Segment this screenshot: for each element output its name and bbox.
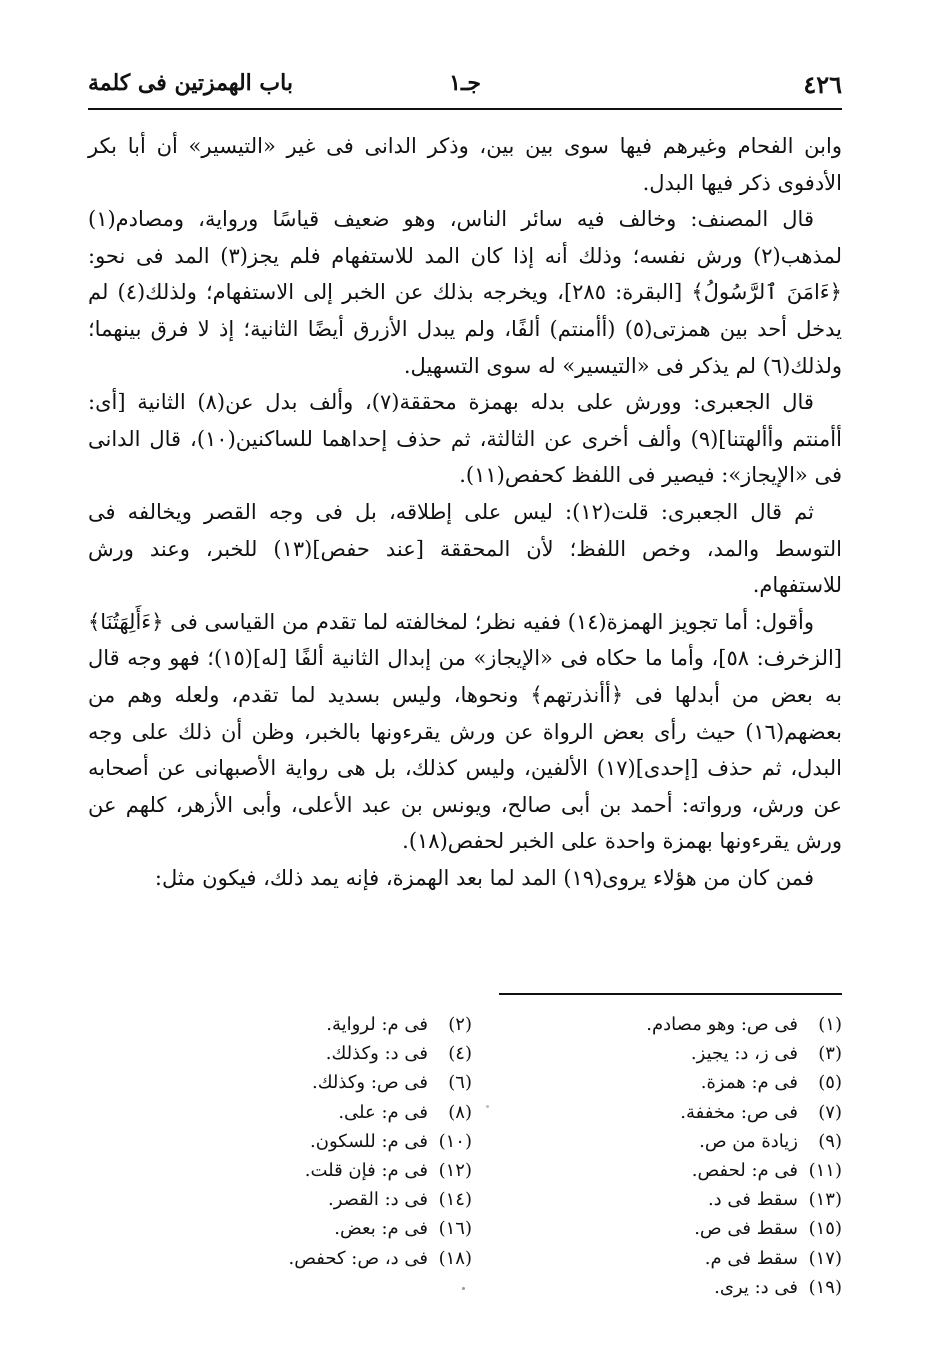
footnote — [242, 1185, 472, 1214]
footnote — [242, 1098, 472, 1127]
footnote-number: (١٤) — [438, 1189, 472, 1211]
footnote-text: فى م: لحفص. — [691, 1160, 798, 1182]
footnote-text: فى د: وكذلك. — [325, 1043, 428, 1065]
footnote-number: (١١) — [808, 1160, 842, 1182]
footnote-text: فى ص: وكذلك. — [312, 1072, 428, 1094]
footnote — [242, 1214, 472, 1243]
footnote — [592, 1039, 842, 1068]
footnote-number: (١٩) — [808, 1276, 842, 1298]
footnote — [592, 1127, 842, 1156]
paragraph: قال الجعبرى: وورش على بدله بهمزة محققة(٧)، وألف بدل عن(٨) الثانية [أى: أأمنتم وأألهتنا](٩) وألف أخرى عن الثالثة، ثم حذف إحداهما للساكنين(١٠)، قال الدانى فى «الإيجاز»: فيصير فى اللفظ كحفص(١١). — [88, 390, 842, 488]
footnote-number: (١٦) — [438, 1218, 472, 1240]
footnote-divider — [499, 993, 842, 995]
footnote-number: (٢) — [448, 1014, 472, 1035]
footnote — [592, 1068, 842, 1097]
footnote-text: فى م: فإن قلت. — [304, 1160, 428, 1182]
footnote-text: زيادة من ص. — [699, 1130, 798, 1152]
footnote-text: سقط فى ص. — [694, 1218, 798, 1240]
footnote-number: (٩) — [818, 1130, 842, 1152]
footnote-number: (١) — [818, 1014, 842, 1035]
running-header — [88, 70, 842, 110]
footnote-number: (٥) — [818, 1072, 842, 1094]
footnote — [242, 1010, 472, 1039]
footnote-number: (١٢) — [438, 1160, 472, 1182]
footnote-number: (٣) — [818, 1043, 842, 1065]
footnote-text: فى د، ص: كحفص. — [288, 1247, 428, 1269]
footnote — [592, 1185, 842, 1214]
footnote-text: سقط فى م. — [704, 1247, 798, 1269]
main-text — [88, 128, 842, 896]
paragraph: قال المصنف: وخالف فيه سائر الناس، وهو ضعيف قياسًا ورواية، ومصادم(١) لمذهب(٢) ورش نفسه؛ وذلك أنه إذا كان المد للاستفهام فلم يجز(٣) المد فى نحو: ﴿ءَامَنَ ٱلرَّسُولُ﴾ [البقرة: ٢٨٥]، ويخرجه بذلك عن الخبر إلى الاستفهام؛ ولذلك(٤) لم يدخل أحد بين همزتى(٥) (أأمنتم) ألفًا، ولم يبدل الأزرق أيضًا الثانية؛ إذ لا فرق بينهما؛ ولذلك(٦) لم يذكر فى «التيسير» له سوى التسهيل. — [88, 207, 842, 378]
footnote-number: (١٥) — [808, 1218, 842, 1240]
footnote-text: فى ص: وهو مصادم. — [646, 1014, 798, 1035]
footnote-number: (٨) — [448, 1101, 472, 1123]
footnote-text: فى ز، د: يجيز. — [690, 1043, 798, 1065]
footnote-number: (٧) — [818, 1101, 842, 1123]
footnote-text: فى م: على. — [338, 1101, 428, 1123]
footnote — [242, 1068, 472, 1097]
header-divider — [88, 108, 842, 110]
paragraph: وأقول: أما تجويز الهمزة(١٤) ففيه نظر؛ لمخالفته لما تقدم من القياسى فى ﴿ءَأَلِهَتُنَا﴾ [الزخرف: ٥٨]، وأما ما حكاه فى «الإيجاز» من إبدال الثانية ألفًا [له](١٥)؛ فهو وجه قال به بعض من أبدلها فى ﴿أأنذرتهم﴾ ونحوها، وليس بسديد لما تقدم، ولعله وهم من بعضهم(١٦) حيث رأى بعض الرواة عن ورش يقرءونها بالخبر، وظن أن ذلك على وجه البدل، ثم حذف [إحدى](١٧) الألفين، وليس كذلك، بل هى رواية الأصبهانى عن أصحابه عن ورش، ورواته: أحمد بن أبى صالح، ويونس بن عبد الأعلى، وأبى الأزهر، كلهم عن ورش يقرءونها بهمزة واحدة على الخبر لحفص(١٨). — [88, 609, 842, 854]
footnote-text: فى م: للسكون. — [310, 1130, 428, 1152]
footnotes-right-column — [592, 1010, 842, 1302]
footnote — [242, 1156, 472, 1185]
footnote-text: سقط فى د. — [707, 1189, 798, 1211]
footnote-text: فى م: همزة. — [700, 1072, 798, 1094]
footnote — [242, 1127, 472, 1156]
footnote-text: فى م: لرواية. — [326, 1014, 428, 1035]
footnote-text: فى د: القصر. — [328, 1189, 428, 1211]
paragraph: فمن كان من هؤلاء يروى(١٩) المد لما بعد الهمزة، فإنه يمد ذلك، فيكون مثل: — [154, 865, 814, 890]
footnote — [242, 1039, 472, 1068]
scan-speck — [486, 1105, 489, 1108]
footnote-text: فى م: بعض. — [334, 1218, 428, 1240]
footnote-text: فى د: يرى. — [714, 1276, 798, 1298]
page-number: ٤٢٦ — [803, 70, 842, 99]
footnote — [592, 1156, 842, 1185]
footnote-number: (١٨) — [438, 1247, 472, 1269]
footnote — [242, 1244, 472, 1273]
volume-label: جـ١ — [449, 70, 481, 96]
scan-speck — [462, 1287, 465, 1290]
footnote — [592, 1098, 842, 1127]
footnote — [592, 1010, 842, 1039]
footnote — [592, 1244, 842, 1273]
footnote-number: (١٣) — [808, 1189, 842, 1211]
footnote-text: فى ص: مخففة. — [680, 1101, 798, 1123]
footnote-number: (١٧) — [808, 1247, 842, 1269]
paragraph: وابن الفحام وغيرهم فيها سوى بين بين، وذكر الدانى فى غير «التيسير» أن أبا بكر الأدفوى ذكر فيها البدل. — [88, 134, 842, 195]
footnote-number: (٤) — [448, 1043, 472, 1065]
footnote-number: (١٠) — [438, 1130, 472, 1152]
footnote — [592, 1273, 842, 1302]
chapter-title: باب الهمزتين فى كلمة — [88, 70, 293, 96]
footnote-number: (٦) — [448, 1072, 472, 1094]
footnotes-left-column — [242, 1010, 472, 1273]
footnote — [592, 1214, 842, 1243]
paragraph: ثم قال الجعبرى: قلت(١٢): ليس على إطلاقه، بل فى وجه القصر ويخالفه فى التوسط والمد، وخص اللفظ؛ لأن المحققة [عند حفص](١٣) للخبر، وعند ورش للاستفهام. — [88, 499, 842, 598]
